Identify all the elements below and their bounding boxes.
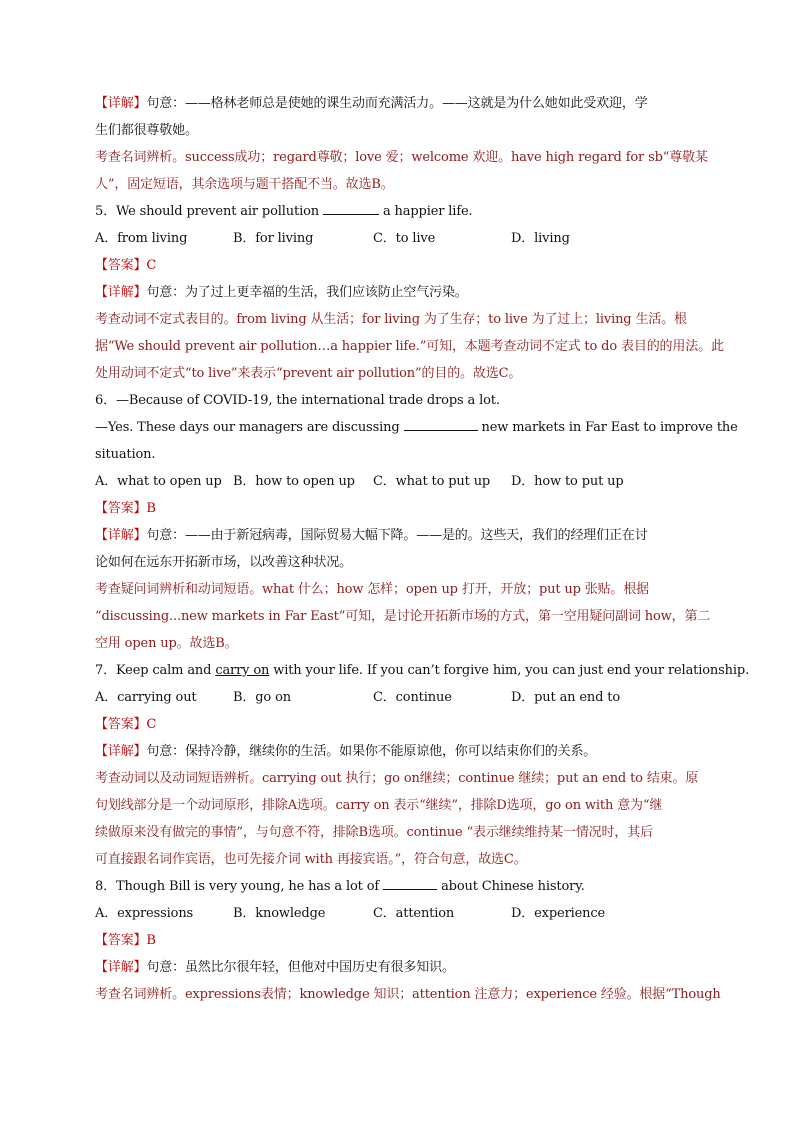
q8-detail-line2: 考查名词辨析。expressions表情；knowledge 知识；attention 注意力；experience 经验。根据“Though xyxy=(95,987,721,1002)
q7-options xyxy=(95,684,705,711)
q4-detail-line3: 考查名词辨析。success成功；regard尊敬；love 爱；welcome 欢迎。have high regard for sb“尊敬某 xyxy=(95,150,708,165)
answer-blank xyxy=(323,200,379,215)
option-c: C．to live xyxy=(373,231,436,246)
option-d: D．experience xyxy=(511,906,606,921)
q7-detail-line4: 续做原来没有做完的事情”，与句意不符，排除B选项。continue “表示继续维持某一情况时，其后 xyxy=(95,825,653,840)
detail-tag: 【详解】 xyxy=(95,528,147,543)
option-a: A．carrying out xyxy=(95,690,197,705)
q7-detail-line1: 【详解】句意：保持冷静，继续你的生活。如果你不能原谅他，你可以结束你们的关系。 xyxy=(95,744,597,759)
q5-stem: 5．We should prevent air pollution a happier life. xyxy=(95,198,705,225)
underlined-phrase: carry on xyxy=(215,663,270,678)
q7-detail-line5: 可直接跟名词作宾语，也可先接介词 with 再接宾语。”，符合句意，故选C。 xyxy=(95,852,527,867)
q5-detail-line3: 据“We should prevent air pollution…a happier life.”可知，本题考查动词不定式 to do 表目的的用法。此 xyxy=(95,339,724,354)
q6-stem-line3: situation. xyxy=(95,447,156,462)
q5-answer: 【答案】C xyxy=(95,258,157,273)
q6-detail-line5: 空用 open up。故选B。 xyxy=(95,636,238,651)
option-b: B．for living xyxy=(233,231,314,246)
q6-detail-line4: “discussing...new markets in Far East”可知，是讨论开拓新市场的方式，第一空用疑问副词 how，第二 xyxy=(95,609,711,624)
q5-options xyxy=(95,225,705,252)
option-b: B．how to open up xyxy=(233,474,355,489)
option-d: D．put an end to xyxy=(511,690,621,705)
q5-detail-line1: 【详解】句意：为了过上更幸福的生活，我们应该防止空气污染。 xyxy=(95,285,468,300)
answer-blank xyxy=(383,875,437,890)
q8-options xyxy=(95,900,705,927)
q6-stem-line2: —Yes. These days our managers are discussing new markets in Far East to improve the xyxy=(95,414,705,441)
q6-detail-line1: 【详解】句意：——由于新冠病毒，国际贸易大幅下降。——是的。这些天，我们的经理们正在讨 xyxy=(95,528,648,543)
q4-detail-line1: 【详解】句意：——格林老师总是使她的课生动而充满活力。——这就是为什么她如此受欢迎，学 xyxy=(95,96,648,111)
option-a: A．what to open up xyxy=(95,474,222,489)
q5-detail-line4: 处用动词不定式“to live”来表示“prevent air pollution”的目的。故选C。 xyxy=(95,366,522,381)
option-d: D．how to put up xyxy=(511,474,624,489)
q8-stem: 8．Though Bill is very young, he has a lot of about Chinese history. xyxy=(95,873,705,900)
q5-detail-line2: 考查动词不定式表目的。from living 从生活；for living 为了生存；to live 为了过上；living 生活。根 xyxy=(95,312,687,327)
option-a: A．expressions xyxy=(95,906,194,921)
q7-detail-line3: 句划线部分是一个动词原形，排除A选项。carry on 表示“继续”，排除D选项，go on with 意为“继 xyxy=(95,798,663,813)
option-c: C．continue xyxy=(373,690,452,705)
option-a: A．from living xyxy=(95,231,188,246)
q8-detail-line1: 【详解】句意：虽然比尔很年轻，但他对中国历史有很多知识。 xyxy=(95,960,455,975)
q7-detail-line2: 考查动词以及动词短语辨析。carrying out 执行；go on继续；continue 继续；put an end to 结束。原 xyxy=(95,771,699,786)
q6-options xyxy=(95,468,705,495)
detail-tag: 【详解】 xyxy=(95,285,147,300)
q4-detail-line2: 生们都很尊敬她。 xyxy=(95,123,198,138)
option-d: D．living xyxy=(511,231,570,246)
answer-blank xyxy=(404,416,478,431)
option-c: C．what to put up xyxy=(373,474,491,489)
option-c: C．attention xyxy=(373,906,455,921)
option-b: B．knowledge xyxy=(233,906,326,921)
option-b: B．go on xyxy=(233,690,291,705)
detail-tag: 【详解】 xyxy=(95,744,147,759)
q6-detail-line3: 考查疑问词辨析和动词短语。what 什么；how 怎样；open up 打开，开放；put up 张贴。根据 xyxy=(95,582,650,597)
q6-stem-line1: 6．—Because of COVID-19, the international trade drops a lot. xyxy=(95,393,500,408)
q6-answer: 【答案】B xyxy=(95,501,156,516)
q7-stem: 7．Keep calm and carry on with your life. If you can’t forgive him, you can just end your relationship. xyxy=(95,663,750,678)
q6-detail-line2: 论如何在远东开拓新市场，以改善这种状况。 xyxy=(95,555,353,570)
q7-answer: 【答案】C xyxy=(95,717,157,732)
detail-tag: 【详解】 xyxy=(95,960,147,975)
document-content xyxy=(95,90,750,1008)
detail-tag: 【详解】 xyxy=(95,96,147,111)
q4-detail-line4: 人”，固定短语，其余选项与题干搭配不当。故选B。 xyxy=(95,177,394,192)
q8-answer: 【答案】B xyxy=(95,933,156,948)
